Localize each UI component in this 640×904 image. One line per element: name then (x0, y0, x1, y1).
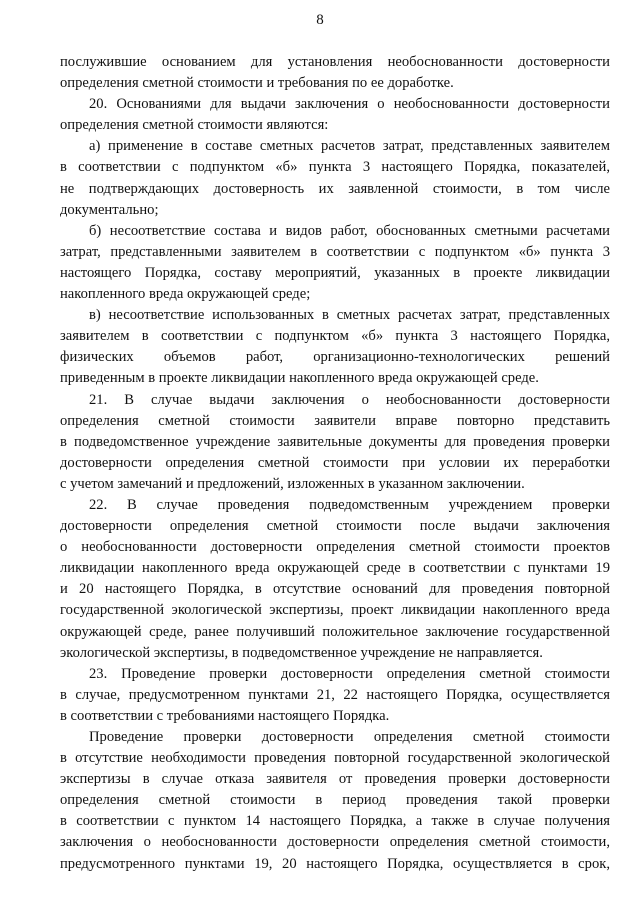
body-text (60, 52, 610, 875)
text-line: определения сметной стоимости в период проведения такой проверки (60, 792, 610, 809)
text-line: о необоснованности достоверности определения сметной стоимости проектов (60, 539, 610, 556)
text-line: в соответствии с пунктом 14 настоящего Порядка, а также в случае получения (60, 813, 610, 830)
text-line: Проведение проверки достоверности определения сметной стоимости (89, 729, 610, 745)
text-line: послужившие основанием для установления необоснованности достоверности (60, 54, 610, 70)
text-line: 20. Основаниями для выдачи заключения о необоснованности достоверности (89, 96, 610, 113)
text-line: в отсутствие необходимости проведения повторной государственной экологической (60, 750, 610, 767)
text-line: государственной экологической экспертизы, проект ликвидации накопленного вреда (60, 602, 610, 619)
text-line: настоящего Порядка, составу мероприятий, указанных в проекте ликвидации (60, 264, 610, 281)
text-line: не подтверждающих достоверность их заявленной стоимости, в том числе (60, 180, 610, 197)
text-line: окружающей среде, ранее получивший положительное заключение государственной (60, 623, 610, 640)
text-line: заключения о необоснованности достоверности определения сметной стоимости, (60, 834, 610, 851)
text-line: в случае, предусмотренном пунктами 21, 22 настоящего Порядка, осуществляется (60, 686, 610, 703)
page-number: 8 (316, 12, 324, 28)
text-line: а) применение в составе сметных расчетов затрат, представленных заявителем (89, 138, 610, 155)
text-line: и 20 настоящего Порядка, в отсутствие оснований для проведения повторной (60, 581, 610, 598)
text-line: определения сметной стоимости и требования по ее доработке. (60, 75, 454, 92)
text-line: в) несоответствие использованных в сметных расчетах затрат, представленных (89, 307, 610, 324)
text-line: 23. Проведение проверки достоверности определения сметной стоимости (89, 665, 610, 682)
text-line: в соответствии с подпунктом «б» пункта 3 настоящего Порядка, показателей, (60, 159, 610, 176)
text-line: 21. В случае выдачи заключения о необоснованности достоверности (89, 391, 610, 408)
text-line: ликвидации накопленного вреда окружающей среде в соответствии с пунктами 19 (60, 560, 610, 577)
text-line: приведенным в проекте ликвидации накопленного вреда окружающей среде. (60, 370, 539, 387)
text-line: экспертизы в случае отказа заявителя от проведения проверки достоверности (60, 771, 610, 788)
text-line: экологической экспертизы, в подведомственное учреждение не направляется. (60, 644, 543, 661)
text-line: достоверности определения сметной стоимости после выдачи заключения (60, 518, 610, 535)
text-line: в соответствии с требованиями настоящего Порядка. (60, 707, 390, 724)
text-line: затрат, представленными заявителем в соответствии с подпунктом «б» пункта 3 (60, 243, 610, 260)
text-line: достоверности определения сметной стоимости при условии их переработки (60, 454, 610, 471)
text-line: в подведомственное учреждение заявительные документы для проведения проверки (60, 433, 610, 450)
text-line: предусмотренного пунктами 19, 20 настоящего Порядка, осуществляется в срок, (60, 855, 610, 872)
text-line: определения сметной стоимости являются: (60, 117, 329, 134)
text-line: 22. В случае проведения подведомственным учреждением проверки (89, 496, 610, 513)
text-line: заявителем в соответствии с подпунктом «б» пункта 3 настоящего Порядка, (60, 328, 610, 345)
text-line: с учетом замечаний и предложений, изложенных в указанном заключении. (60, 475, 525, 492)
text-line: б) несоответствие состава и видов работ, обоснованных сметными расчетами (89, 222, 610, 239)
text-line: документально; (60, 201, 159, 218)
text-line: физических объемов работ, организационно-технологических решений (60, 349, 610, 366)
text-line: накопленного вреда окружающей среде; (60, 286, 311, 303)
text-line: определения сметной стоимости заявители вправе повторно представить (60, 412, 610, 429)
